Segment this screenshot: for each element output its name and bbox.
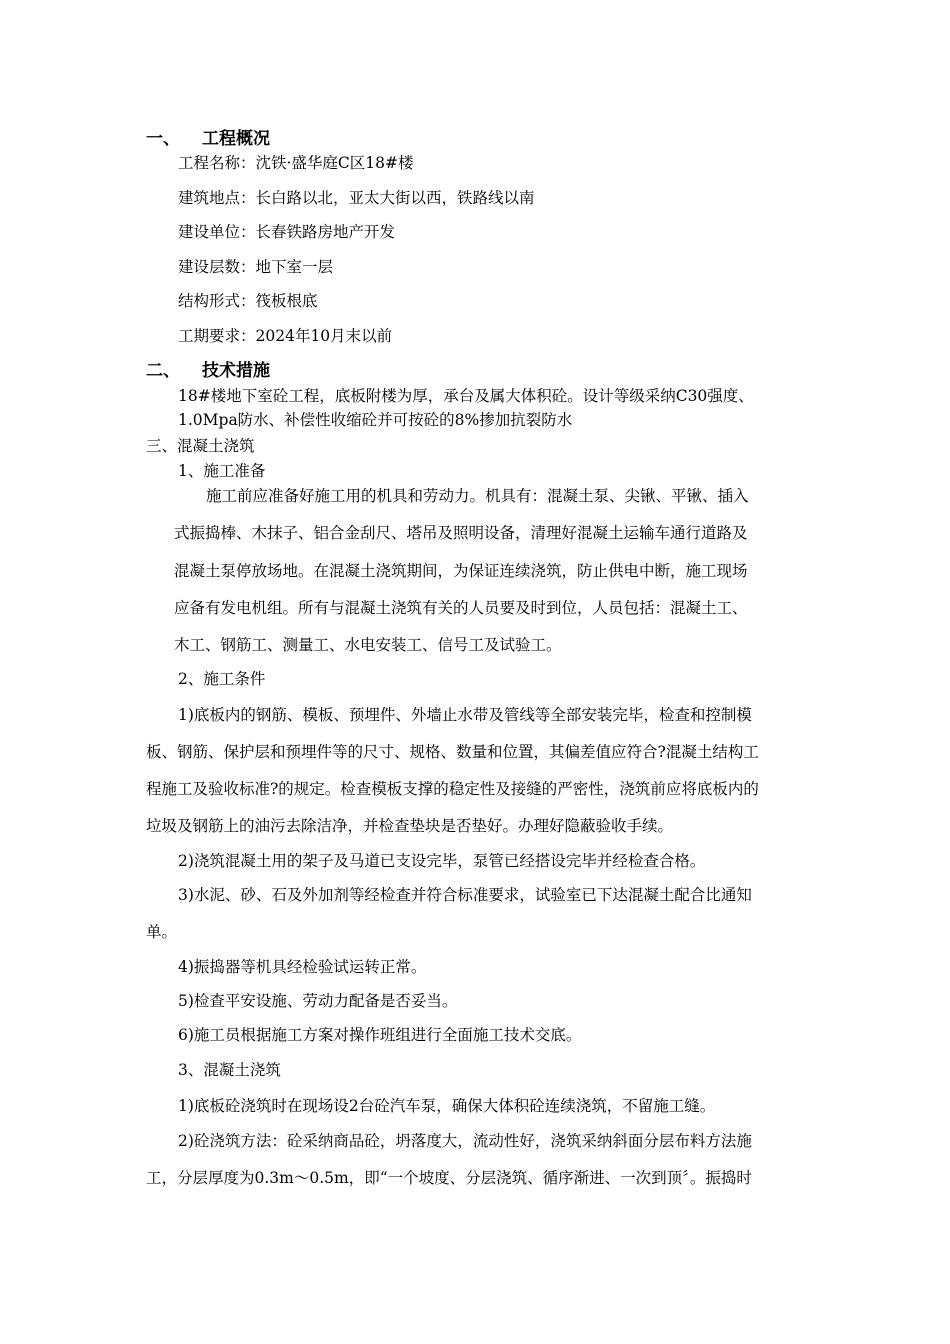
- section2-number: 二、: [146, 361, 180, 381]
- project-owner: 建设单位：长春铁路房地产开发: [178, 223, 396, 241]
- sub2-p2: 2)浇筑混凝土用的架子及马道已支设完毕，泵管已经搭设完毕并经检查合格。: [178, 852, 706, 870]
- section2-line-2: 1.0Mpa防水、补偿性收缩砼并可按砼的8%掺加抗裂防水: [178, 411, 573, 429]
- sub2-p1-line-1: 1)底板内的钢筋、模板、预埋件、外墙止水带及管线等全部安装完毕，检查和控制模: [178, 706, 752, 724]
- sub1-line-4: 应备有发电机组。所有与混凝土浇筑有关的人员要及时到位，人员包括：混凝土工、: [174, 599, 748, 617]
- section2-heading: [146, 360, 270, 382]
- project-floors: 建设层数：地下室一层: [178, 258, 334, 276]
- sub2-p3-line-2: 单。: [146, 923, 178, 941]
- sub2-p5: 5)检查平安设施、劳动力配备是否妥当。: [178, 992, 458, 1010]
- section1-title: 工程概况: [202, 129, 270, 149]
- sub1-line-3: 混凝土泵停放场地。在混凝土浇筑期间，为保证连续浇筑，防止供电中断，施工现场: [174, 562, 748, 580]
- sub1-line-1: 施工前应准备好施工用的机具和劳动力。机具有：混凝土泵、尖锹、平锹、插入: [206, 487, 749, 505]
- section3-title: 三、混凝土浇筑: [146, 437, 255, 455]
- sub3-p1: 1)底板砼浇筑时在现场设2台砼汽车泵，确保大体积砼连续浇筑，不留施工缝。: [178, 1097, 716, 1115]
- sub2-p1-line-4: 垃圾及钢筋上的油污去除洁净，并检查垫块是否垫好。办理好隐蔽验收手续。: [146, 817, 674, 835]
- section2-title: 技术措施: [202, 361, 270, 381]
- project-schedule: 工期要求：2024年10月末以前: [178, 327, 393, 345]
- sub2-p4: 4)振捣器等机具经检验试运转正常。: [178, 958, 427, 976]
- section1-number: 一、: [146, 129, 180, 149]
- sub2-p1-line-2: 板、钢筋、保护层和预埋件等的尺寸、规格、数量和位置，其偏差值应符合?混凝土结构工: [146, 743, 759, 761]
- section1-heading: [146, 128, 270, 150]
- sub1-line-2: 式振捣棒、木抹子、铝合金刮尺、塔吊及照明设备，清理好混凝土运输车通行道路及: [174, 524, 748, 542]
- project-structure: 结构形式：筏板根底: [178, 292, 318, 310]
- sub1-title: 1、施工准备: [178, 462, 266, 480]
- sub2-p3-line-1: 3)水泥、砂、石及外加剂等经检查并符合标准要求，试验室已下达混凝土配合比通知: [178, 886, 752, 904]
- sub1-line-5: 木工、钢筋工、测量工、水电安装工、信号工及试验工。: [174, 636, 562, 654]
- sub2-p6: 6)施工员根据施工方案对操作班组进行全面施工技术交底。: [178, 1026, 582, 1044]
- sub3-p2-line-1: 2)砼浇筑方法：砼采纳商品砼，坍落度大，流动性好，浇筑采纳斜面分层布料方法施: [178, 1132, 752, 1150]
- sub2-title: 2、施工条件: [178, 670, 266, 688]
- sub3-p2-line-2: 工，分层厚度为0.3m～0.5m，即“一个坡度、分层浇筑、循序渐进、一次到顶〞。振捣时: [146, 1169, 752, 1187]
- project-name: 工程名称：沈铁·盛华庭C区18#楼: [178, 154, 414, 172]
- section2-line-1: 18#楼地下室砼工程，底板附楼为厚，承台及属大体积砼。设计等级采纳C30强度、: [178, 387, 754, 405]
- sub3-title: 3、混凝土浇筑: [178, 1061, 281, 1079]
- project-location: 建筑地点：长白路以北，亚太大街以西，铁路线以南: [178, 189, 535, 207]
- sub2-p1-line-3: 程施工及验收标准?的规定。检查模板支撑的稳定性及接缝的严密性，浇筑前应将底板内的: [146, 780, 759, 798]
